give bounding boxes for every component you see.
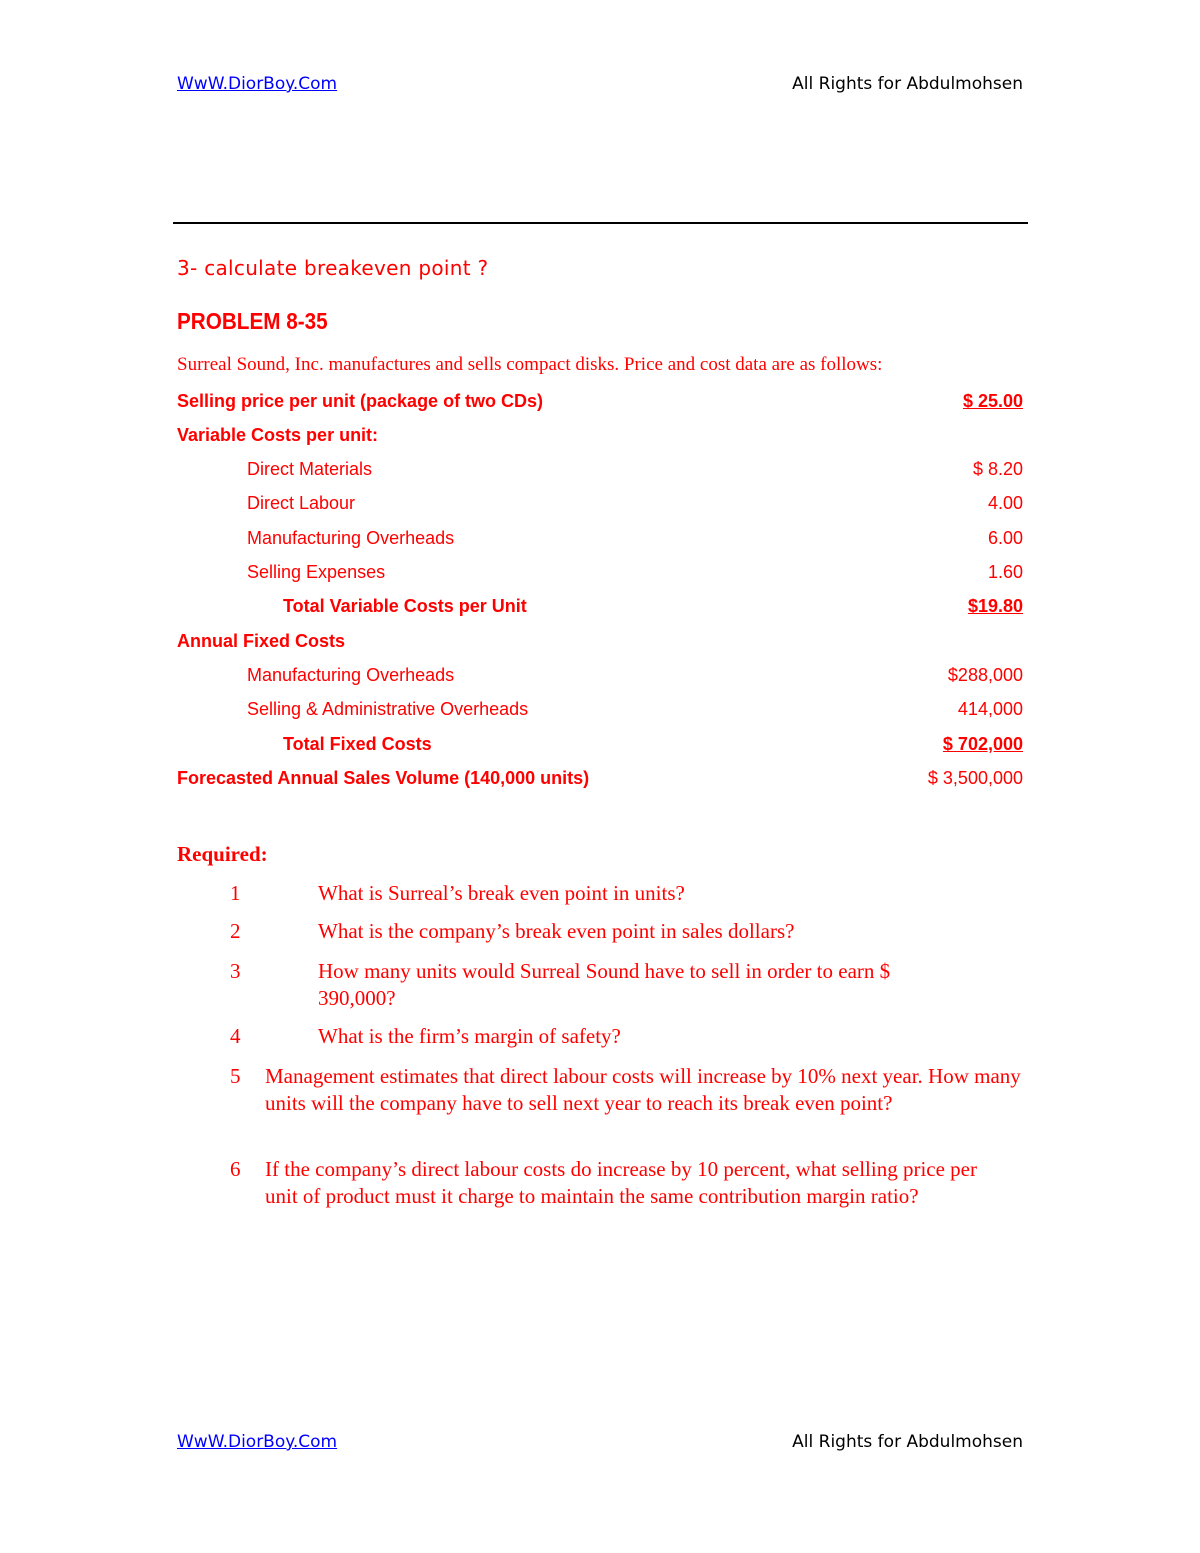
row-value: $288,000 (947, 665, 1023, 685)
item-number: 4 (230, 1024, 241, 1048)
item-text: How many units would Surreal Sound have to sell in order to earn $ 390,000? (318, 959, 891, 1010)
row-label: Direct Labour (247, 493, 356, 513)
row-label: Selling Expenses (247, 562, 386, 582)
divider (173, 222, 1028, 224)
item-text: If the company’s direct labour costs do increase by 10 percent, what selling price per unit of product must it charge to maintain the same contribution margin ratio? (265, 1157, 978, 1208)
row-label: Selling & Administrative Overheads (247, 699, 529, 719)
row-label: Direct Materials (247, 459, 373, 479)
row-label: Total Variable Costs per Unit (283, 596, 527, 616)
footer-link[interactable]: WwW.DiorBoy.Com (177, 1432, 338, 1452)
table-row (177, 459, 1023, 485)
header-rights: All Rights for Abdulmohsen (792, 74, 1023, 94)
row-value: $19.80 (967, 596, 1023, 616)
question-heading: 3- calculate breakeven point ? (177, 256, 489, 280)
forecast-row (177, 768, 1023, 794)
problem-title: PROBLEM 8-35 (177, 308, 328, 334)
header-link[interactable]: WwW.DiorBoy.Com (177, 74, 338, 94)
page-header (177, 74, 1023, 94)
table-row (177, 665, 1023, 691)
row-label: Manufacturing Overheads (247, 665, 455, 685)
table-row (177, 699, 1023, 725)
section-label: Annual Fixed Costs (177, 631, 346, 651)
total-fixed-row (177, 734, 1023, 760)
problem-intro: Surreal Sound, Inc. manufactures and sells compact disks. Price and cost data are as follows: (177, 354, 883, 375)
row-value: $ 702,000 (942, 734, 1023, 754)
row-value: 6.00 (987, 528, 1023, 548)
variable-costs-header (177, 425, 1023, 451)
item-number: 5 (230, 1064, 241, 1088)
item-number: 1 (230, 881, 241, 905)
table-row (177, 528, 1023, 554)
table-row (177, 562, 1023, 588)
row-value: $ 25.00 (962, 391, 1023, 411)
row-label: Manufacturing Overheads (247, 528, 455, 548)
item-text: Management estimates that direct labour costs will increase by 10% next year. How many units will the company have to sell next year to reach its break even point? (265, 1064, 1021, 1115)
row-label: Total Fixed Costs (283, 734, 432, 754)
item-number: 3 (230, 959, 241, 983)
row-label: Forecasted Annual Sales Volume (140,000 units) (177, 768, 590, 788)
row-value: $ 3,500,000 (927, 768, 1023, 788)
row-value: 414,000 (957, 699, 1023, 719)
selling-price-row (177, 391, 1023, 417)
item-number: 6 (230, 1157, 241, 1181)
row-label: Selling price per unit (package of two CDs) (177, 391, 544, 411)
row-value: 1.60 (987, 562, 1023, 582)
fixed-costs-header (177, 631, 1023, 657)
table-row (177, 493, 1023, 519)
total-variable-row (177, 596, 1023, 622)
item-text: What is the firm’s margin of safety? (318, 1024, 621, 1048)
footer-rights: All Rights for Abdulmohsen (792, 1432, 1023, 1452)
section-label: Variable Costs per unit: (177, 425, 379, 445)
row-value: $ 8.20 (972, 459, 1023, 479)
item-text: What is Surreal’s break even point in units? (318, 881, 685, 905)
required-heading: Required: (177, 842, 268, 866)
item-number: 2 (230, 919, 241, 943)
item-text: What is the company’s break even point in sales dollars? (318, 919, 795, 943)
row-value: 4.00 (987, 493, 1023, 513)
page-footer (177, 1432, 1023, 1452)
